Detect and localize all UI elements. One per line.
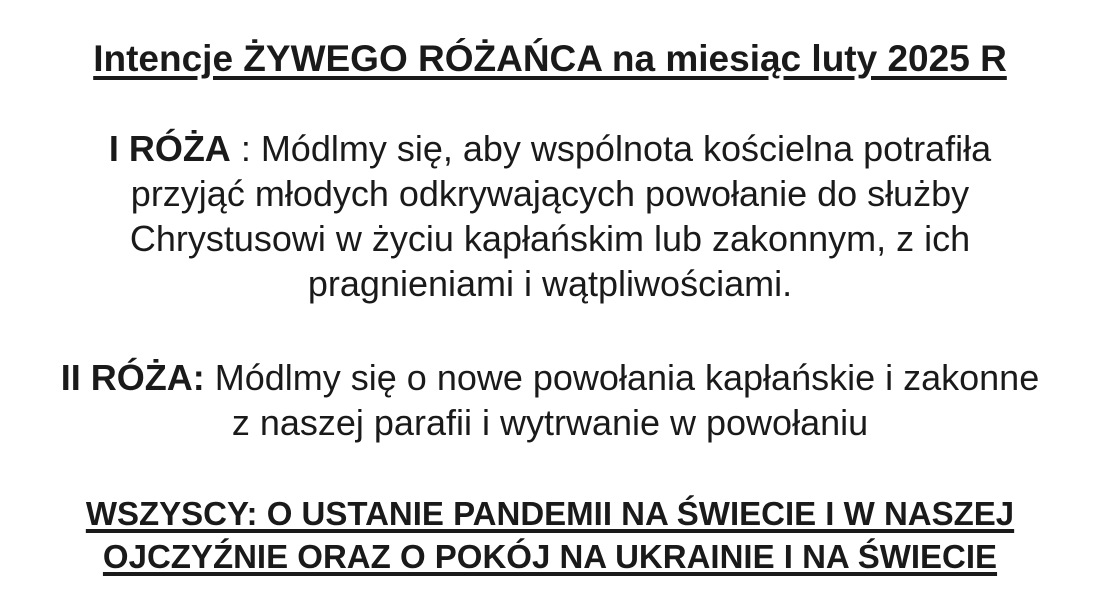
intention-1-line-1	[0, 126, 1100, 171]
intention-2-label: II RÓŻA:	[60, 357, 205, 398]
intention-1-line-1-text: : Módlmy się, aby wspólnota kościelna potrafiła	[230, 128, 992, 169]
intention-2-line-2: z naszej parafii i wytrwanie w powołaniu	[231, 402, 869, 443]
intention-paragraph-all	[0, 492, 1100, 578]
intention-2-line-1	[0, 355, 1100, 400]
intention-all-line-2-text: OJCZYŹNIE ORAZ O POKÓJ NA UKRAINIE I NA ŚWIECIE	[102, 538, 998, 575]
document-title-text: Intencje ŻYWEGO RÓŻAŃCA na miesiąc luty 2025 R	[93, 38, 1007, 79]
intention-1-line-3: Chrystusowi w życiu kapłańskim lub zakonnym, z ich	[129, 218, 971, 259]
intention-all-line-2	[0, 535, 1100, 578]
document-title	[0, 0, 1100, 83]
intention-1-label: I RÓŻA	[108, 128, 231, 169]
intention-1-line-4: pragnieniami i wątpliwościami.	[307, 263, 793, 304]
intention-2-line-1-text: Módlmy się o nowe powołania kapłańskie i zakonne	[204, 357, 1040, 398]
intention-all-line-1-text: WSZYSCY: O USTANIE PANDEMII NA ŚWIECIE I W NASZEJ	[85, 495, 1015, 532]
intention-paragraph-1	[0, 126, 1100, 306]
intention-paragraph-2	[0, 355, 1100, 445]
intention-1-line-2: przyjąć młodych odkrywających powołanie do służby	[130, 173, 970, 214]
intention-all-line-1	[0, 492, 1100, 535]
